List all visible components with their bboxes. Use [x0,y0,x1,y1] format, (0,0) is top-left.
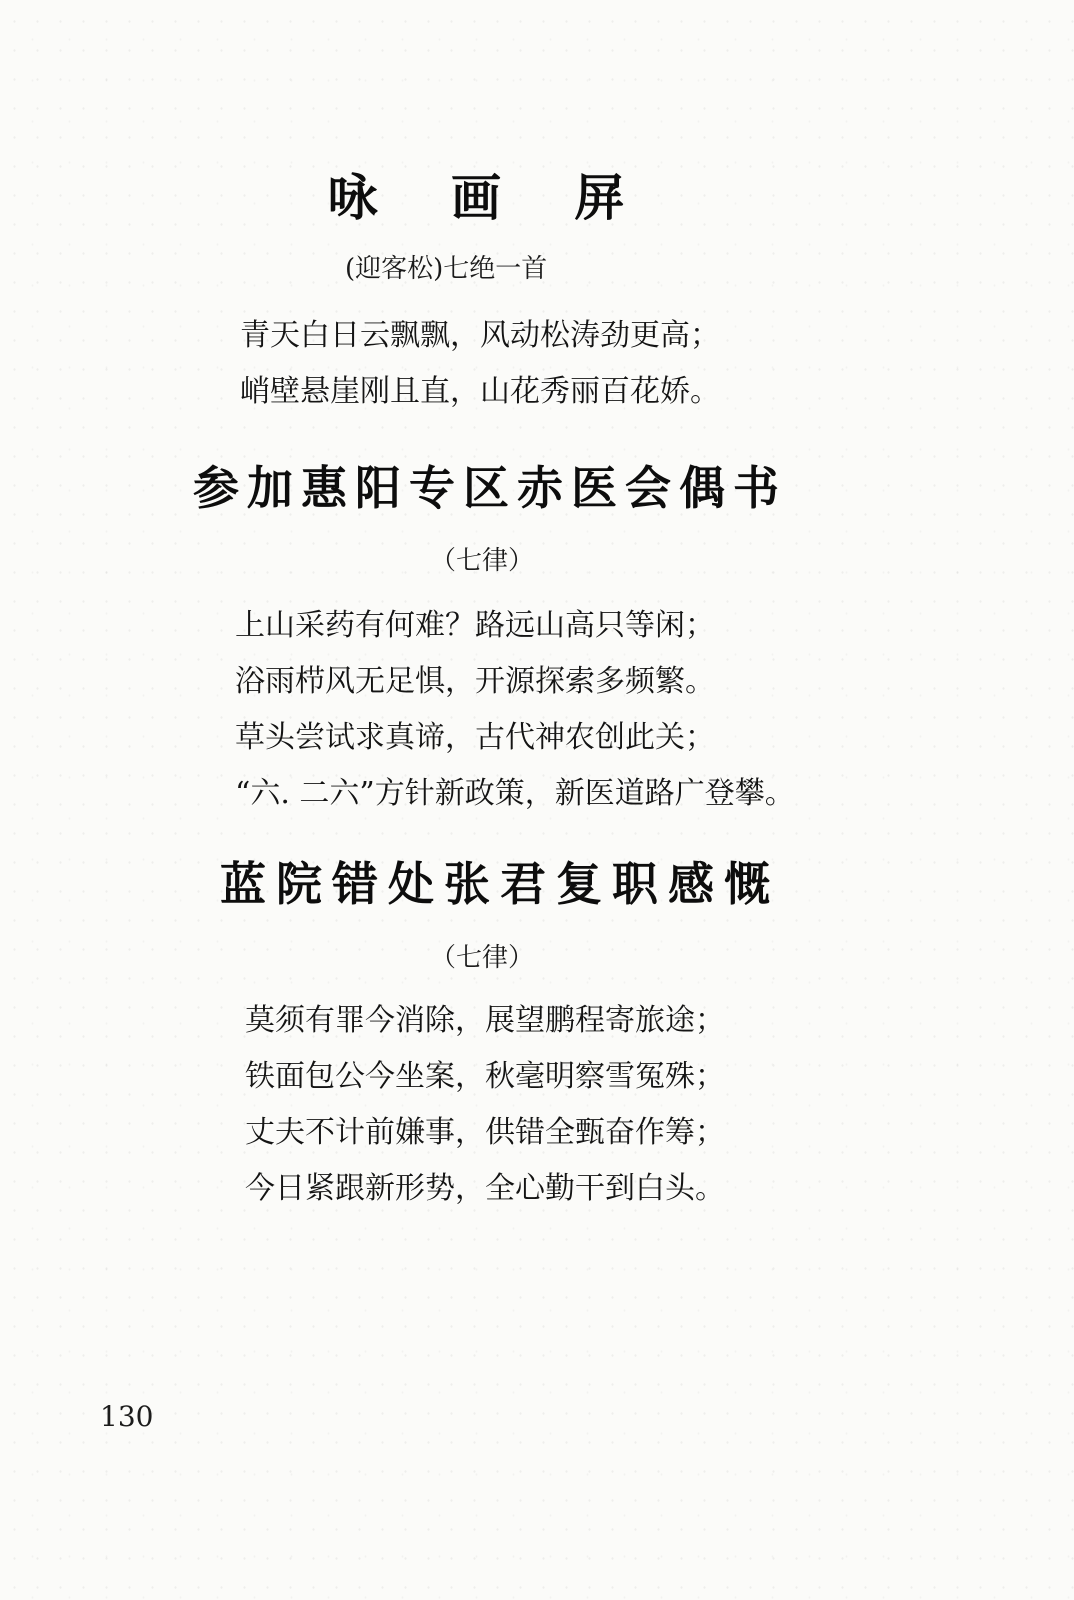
poem-subtitle: （七律） [430,943,535,973]
poem-line: 莫须有罪今消除，展望鹏程寄旅途； [245,1003,725,1038]
poem-title: 咏 画 屏 [327,168,653,227]
poem-line: 峭壁悬崖刚且直，山花秀丽百花娇。 [240,374,720,409]
poem-body [245,993,725,1217]
poem-line: 浴雨栉风无足惧，开源探索多频繁。 [235,664,715,699]
poem-line: “六. 二六”方针新政策，新医道路广登攀。 [235,776,795,811]
poem-line: 今日紧跟新形势，全心勤干到白头。 [245,1171,725,1206]
poem-line: 青天白日云飘飘，风动松涛劲更高； [240,318,720,353]
poem-title: 蓝院错处张君复职感慨 [220,857,780,911]
poem-line: 上山采药有何难？路远山高只等闲； [235,608,715,643]
page-number: 130 [100,1400,154,1433]
poem-title: 参加惠阳专区赤医会偶书 [193,461,787,515]
poem-subtitle: (迎客松)七绝一首 [345,254,548,284]
poem-body [235,598,795,822]
poem-line: 草头尝试求真谛，古代神农创此关； [235,720,715,755]
poem-subtitle: （七律） [430,546,535,576]
poem-line: 铁面包公今坐案，秋毫明察雪冤殊； [245,1059,725,1094]
poem-line: 丈夫不计前嫌事，供错全甄奋作筹； [245,1115,725,1150]
poem-body [240,308,720,420]
